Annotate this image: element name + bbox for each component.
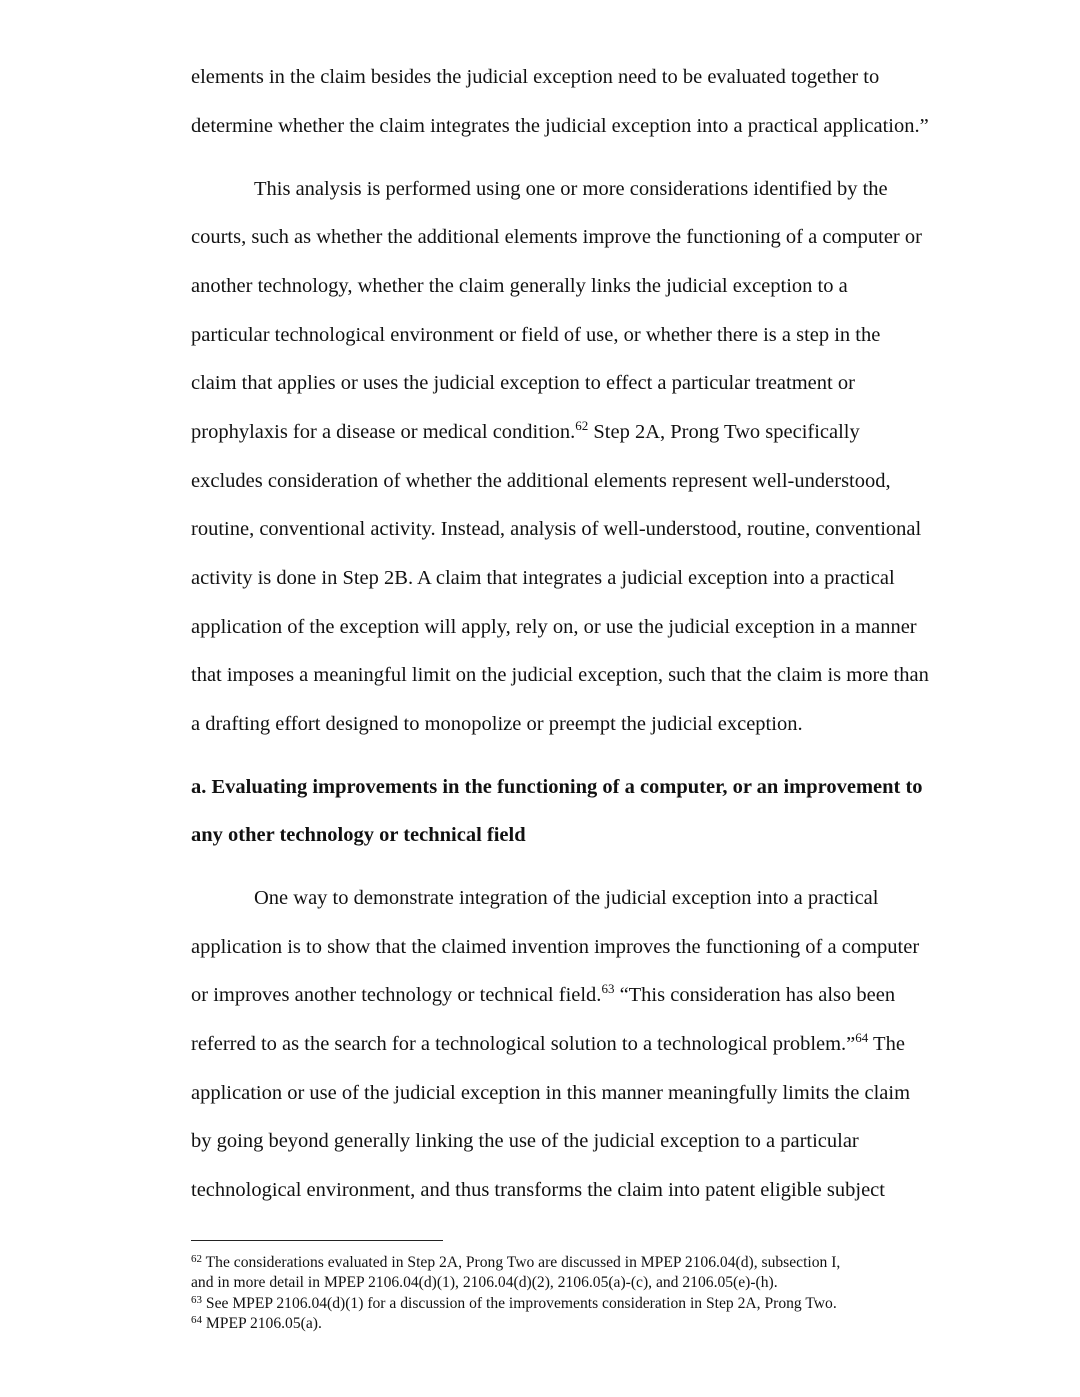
section-heading: any other technology or technical field (191, 824, 526, 846)
footnote-text: See MPEP 2106.04(d)(1) for a discussion of the improvements consideration in Step 2A, Prong Two. (205, 1295, 837, 1312)
body-line: This analysis is performed using one or more considerations identified by the (254, 178, 888, 200)
body-line (191, 982, 895, 1008)
footnote-divider (191, 1240, 443, 1241)
body-text: prophylaxis for a disease or medical condition. (191, 421, 576, 443)
body-line: application is to show that the claimed invention improves the functioning of a computer (191, 936, 920, 958)
body-line: technological environment, and thus transforms the claim into patent eligible subject (191, 1179, 885, 1201)
body-line: activity is done in Step 2B. A claim that integrates a judicial exception into a practical (191, 567, 895, 589)
body-line: a drafting effort designed to monopolize or preempt the judicial exception. (191, 713, 803, 735)
footnote-text: The considerations evaluated in Step 2A, Prong Two are discussed in MPEP 2106.04(d), subsection I, (205, 1254, 841, 1271)
footnote-ref-64[interactable]: 64 (855, 1030, 869, 1045)
footnote-number: 62 (191, 1253, 202, 1265)
footnote-number: 63 (191, 1294, 202, 1306)
body-line: application or use of the judicial exception in this manner meaningfully limits the claim (191, 1082, 911, 1104)
body-line: that imposes a meaningful limit on the judicial exception, such that the claim is more than (191, 664, 929, 686)
body-line: claim that applies or uses the judicial exception to effect a particular treatment or (191, 372, 855, 394)
body-line: One way to demonstrate integration of the judicial exception into a practical (254, 887, 879, 909)
body-line: another technology, whether the claim generally links the judicial exception to a (191, 275, 848, 297)
footnote-62 (191, 1253, 840, 1273)
body-line: courts, such as whether the additional elements improve the functioning of a computer or (191, 226, 922, 248)
body-line: application of the exception will apply, rely on, or use the judicial exception in a manner (191, 616, 917, 638)
body-line: particular technological environment or field of use, or whether there is a step in the (191, 324, 881, 346)
body-text: Step 2A, Prong Two specifically (593, 421, 860, 443)
body-line: elements in the claim besides the judicial exception need to be evaluated together to (191, 66, 880, 88)
footnote-text: MPEP 2106.05(a). (205, 1315, 322, 1332)
body-line: by going beyond generally linking the use of the judicial exception to a particular (191, 1130, 859, 1152)
body-text: The (873, 1033, 905, 1055)
footnote-ref-62[interactable]: 62 (575, 418, 589, 433)
body-line: routine, conventional activity. Instead, analysis of well-understood, routine, conventional (191, 518, 922, 540)
footnote-number: 64 (191, 1314, 202, 1326)
footnote-64 (191, 1314, 322, 1334)
body-text: or improves another technology or technical field. (191, 984, 602, 1006)
body-line: determine whether the claim integrates the judicial exception into a practical application.” (191, 115, 929, 137)
footnote-ref-63[interactable]: 63 (601, 981, 615, 996)
footnote-63 (191, 1294, 837, 1314)
section-heading: a. Evaluating improvements in the functioning of a computer, or an improvement to (191, 776, 923, 798)
body-line (191, 1031, 905, 1057)
footnote-62-continued: and in more detail in MPEP 2106.04(d)(1), 2106.04(d)(2), 2106.05(a)-(c), and 2106.05(e)-(h). (191, 1274, 778, 1291)
body-line: excludes consideration of whether the additional elements represent well-understood, (191, 470, 891, 492)
body-text: referred to as the search for a technological solution to a technological problem.” (191, 1033, 856, 1055)
body-line (191, 419, 860, 445)
body-text: “This consideration has also been (619, 984, 896, 1006)
